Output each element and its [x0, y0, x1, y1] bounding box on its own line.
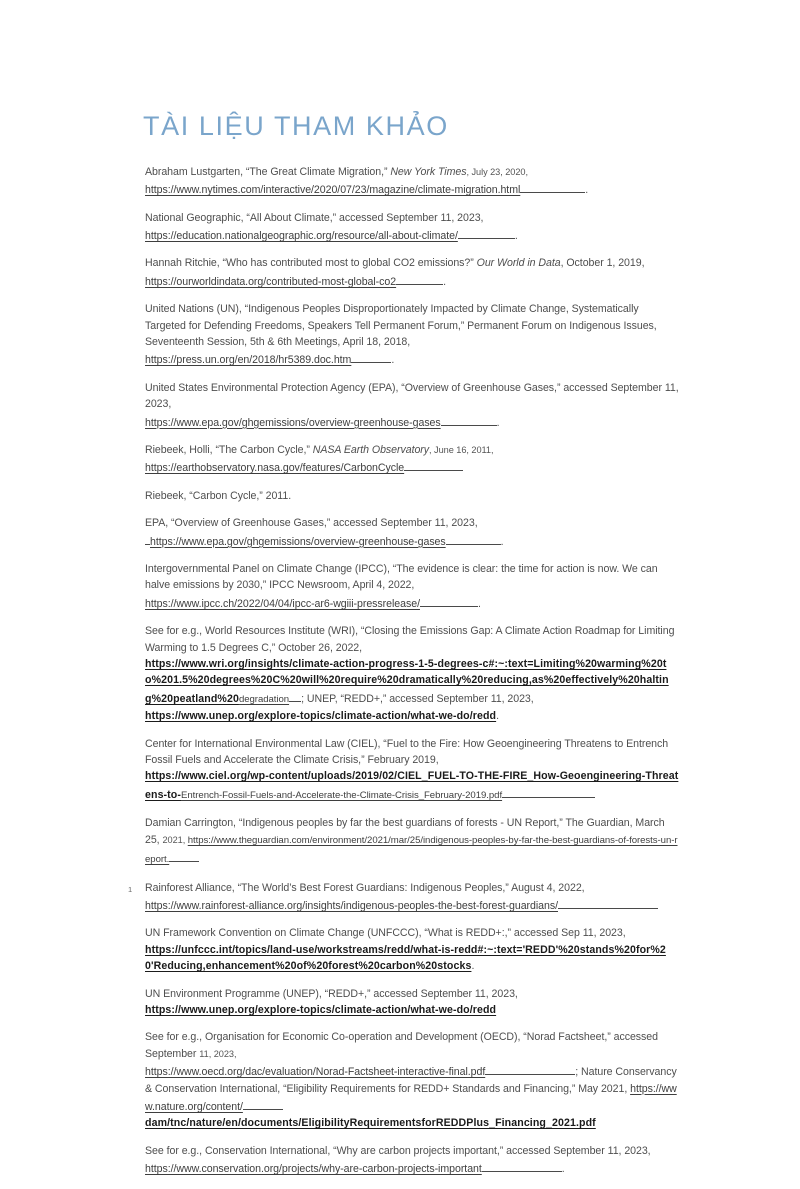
reference-text: See for e.g., World Resources Institute (WRI), “Closing the Emissions Gap: A Climate Action Roadmap for Limiting Warming to 1.5 Degrees C,” October 26, 2022,: [145, 625, 675, 654]
reference-entry: [145, 488, 682, 504]
reference-link[interactable]: https://www.ciel.org/wp-content/uploads/2019/02/CIEL_FUEL-TO-THE-FIRE_How-Geoengineering-Threatens-to-: [145, 770, 679, 801]
reference-entry: [145, 986, 682, 1019]
underline-extension: [485, 1062, 575, 1075]
reference-entry: [145, 255, 682, 290]
reference-entry: [145, 736, 682, 805]
reference-text: .: [514, 229, 518, 242]
reference-entry: [145, 561, 682, 612]
reference-text: .: [477, 597, 481, 610]
document-content: [128, 111, 682, 1189]
reference-link[interactable]: https://www.conservation.org/projects/why-are-carbon-projects-important: [145, 1163, 482, 1176]
reference-text: .: [391, 354, 395, 367]
reference-text: Rainforest Alliance, “The World’s Best Forest Guardians: Indigenous Peoples,” August 4, 2022,: [145, 881, 585, 894]
underline-extension: [396, 272, 443, 285]
reference-text: .: [471, 960, 475, 973]
underline-extension: [169, 849, 199, 862]
reference-text: .: [496, 416, 500, 429]
reference-text: Abraham Lustgarten, “The Great Climate Migration,”: [145, 165, 391, 178]
underline-extension: [520, 180, 585, 193]
reference-entry: [145, 380, 682, 431]
reference-text: , June 16, 2011,: [429, 444, 494, 455]
reference-entry: [145, 164, 682, 199]
reference-text: UN Framework Convention on Climate Change (UNFCCC), “What is REDD+:,” accessed Sep 11, 2023,: [145, 927, 626, 940]
reference-text: Riebeek, Holli, “The Carbon Cycle,”: [145, 443, 313, 456]
reference-link[interactable]: https://www.unep.org/explore-topics/climate-action/what-we-do/redd: [145, 710, 497, 723]
reference-list: [128, 164, 682, 1178]
reference-link[interactable]: https://www.nature.org/content/: [145, 1082, 677, 1113]
underline-extension: [289, 689, 301, 702]
reference-text: Riebeek, “Carbon Cycle,” 2011.: [145, 489, 292, 502]
reference-text: See for e.g., Conservation International, “Why are carbon projects important,” accessed September 11, 2023,: [145, 1144, 651, 1157]
reference-text: , October 1, 2019,: [560, 257, 645, 270]
underline-extension: [446, 532, 501, 545]
reference-entry: [145, 925, 682, 974]
reference-text: 2021,: [162, 834, 188, 845]
reference-text: UN Environment Programme (UNEP), “REDD+,” accessed September 11, 2023,: [145, 987, 518, 1000]
reference-link[interactable]: https://education.nationalgeographic.org/resource/all-about-climate/: [145, 229, 458, 242]
reference-link[interactable]: https://www.epa.gov/ghgemissions/overview-greenhouse-gases: [150, 535, 446, 548]
reference-text: Hannah Ritchie, “Who has contributed most to global CO2 emissions?”: [145, 257, 477, 270]
reference-link[interactable]: https://unfccc.int/topics/land-use/workstreams/redd/what-is-redd#:~:text='REDD'%20stands%20for%20'Reducing,enhancement%20of%20forest%20carbon%20stocks: [145, 943, 666, 973]
underline-extension: [502, 785, 595, 798]
underline-extension: [243, 1097, 283, 1110]
reference-text: , July 23, 2020,: [466, 166, 528, 177]
reference-entry: [145, 815, 682, 868]
reference-link[interactable]: https://www.ipcc.ch/2022/04/04/ipcc-ar6-wgiii-pressrelease/: [145, 597, 420, 610]
reference-link[interactable]: https://press.un.org/en/2018/hr5389.doc.htm: [145, 354, 352, 367]
reference-link[interactable]: dam/tnc/nature/en/documents/EligibilityRequirementsforREDDPlus_Financing_2021.pdf: [145, 1117, 596, 1130]
reference-text: EPA, “Overview of Greenhouse Gases,” accessed September 11, 2023,: [145, 517, 478, 530]
underline-extension: [441, 413, 497, 426]
reference-text: NASA Earth Observatory: [312, 443, 430, 456]
reference-text: National Geographic, “All About Climate,” accessed September 11, 2023,: [145, 211, 484, 224]
reference-text: .: [496, 710, 500, 723]
reference-entry: [128, 880, 682, 915]
reference-link[interactable]: https://www.theguardian.com/environment/2021/mar/25/indigenous-peoples-by-far-the-best-guardians-of-forests-un-report.: [145, 834, 678, 866]
margin-marker: 1: [128, 884, 133, 894]
reference-link[interactable]: Entrench-Fossil-Fuels-and-Accelerate-the-Climate-Crisis_February-2019.pdf: [181, 789, 503, 801]
reference-text: United States Environmental Protection Agency (EPA), “Overview of Greenhouse Gases,” accessed September 11, 2023,: [145, 381, 679, 411]
reference-text: .: [500, 535, 504, 548]
reference-entry: [145, 210, 682, 245]
reference-link[interactable]: https://www.oecd.org/dac/evaluation/Norad-Factsheet-interactive-final.pdf: [145, 1066, 486, 1079]
reference-text: ; Nature Conservancy & Conservation International, “Eligibility Requirements for REDD+ Standards and Financing,” May 2021,: [145, 1066, 677, 1095]
reference-link[interactable]: degradation: [238, 693, 290, 705]
reference-text: New York Times: [390, 165, 467, 178]
reference-text: ; UNEP, “REDD+,” accessed September 11, 2023,: [301, 692, 534, 705]
reference-text: Center for International Environmental Law (CIEL), “Fuel to the Fire: How Geoengineering Threatens to Entrench Fossil Fuels and Accelerate the Climate Crisis,” February 2019,: [145, 737, 669, 767]
reference-text: United Nations (UN), “Indigenous Peoples Disproportionately Impacted by Climate Change, Systematically Targeted for Defending Freedoms, Speakers Tell Permanent Forum,” Permanent Forum on Indigenous Issues, Seventeenth Session, 5th & 6th Meetings, April 18, 2018,: [145, 303, 657, 348]
reference-entry: [145, 442, 682, 477]
underline-extension: [351, 350, 391, 363]
reference-text: Intergovernmental Panel on Climate Change (IPCC), “The evidence is clear: the time for action is now. We can halve emissions by 2030,” IPCC Newsroom, April 4, 2022,: [145, 563, 658, 592]
reference-link[interactable]: https://www.nytimes.com/interactive/2020/07/23/magazine/climate-migration.html: [145, 184, 521, 197]
reference-entry: [145, 623, 682, 724]
reference-text: See for e.g., Organisation for Economic Co-operation and Development (OECD), “Norad Factsheet,” accessed September: [145, 1031, 658, 1060]
reference-text: Our World in Data: [476, 257, 561, 270]
underline-extension: [420, 594, 478, 607]
reference-text: .: [561, 1163, 565, 1176]
underline-extension: [458, 226, 515, 239]
reference-entry: [145, 515, 682, 550]
reference-link[interactable]: https://www.epa.gov/ghgemissions/overview-greenhouse-gases: [145, 416, 441, 429]
page-title: TÀI LIỆU THAM KHẢO: [143, 111, 449, 141]
underline-extension: [482, 1159, 562, 1172]
reference-text: 11, 2023,: [199, 1048, 237, 1059]
reference-entry: [145, 1143, 682, 1178]
underline-extension: [404, 458, 463, 471]
reference-entry: [145, 301, 682, 369]
reference-entry: [145, 1029, 682, 1131]
underline-extension: [558, 896, 658, 909]
reference-link[interactable]: https://www.unep.org/explore-topics/climate-action/what-we-do/redd: [145, 1003, 497, 1016]
reference-link[interactable]: https://ourworldindata.org/contributed-most-global-co2: [145, 275, 397, 288]
reference-link[interactable]: https://www.wri.org/insights/climate-action-progress-1-5-degrees-c#:~:text=Limiting%20warming%20to%201.5%20degrees%20C%20will%20require%20dramatically%20reducing,as%20effectively%20halting%20peatland%20: [145, 658, 669, 705]
reference-text: .: [443, 275, 447, 288]
reference-link[interactable]: https://www.rainforest-alliance.org/insights/indigenous-peoples-the-best-forest-guardians/: [145, 899, 558, 912]
reference-text: .: [585, 184, 589, 197]
reference-link[interactable]: https://earthobservatory.nasa.gov/features/CarbonCycle: [145, 462, 405, 475]
reference-text: Damian Carrington, “Indigenous peoples by far the best guardians of forests - UN Report,” The Guardian, March 25,: [145, 817, 665, 846]
